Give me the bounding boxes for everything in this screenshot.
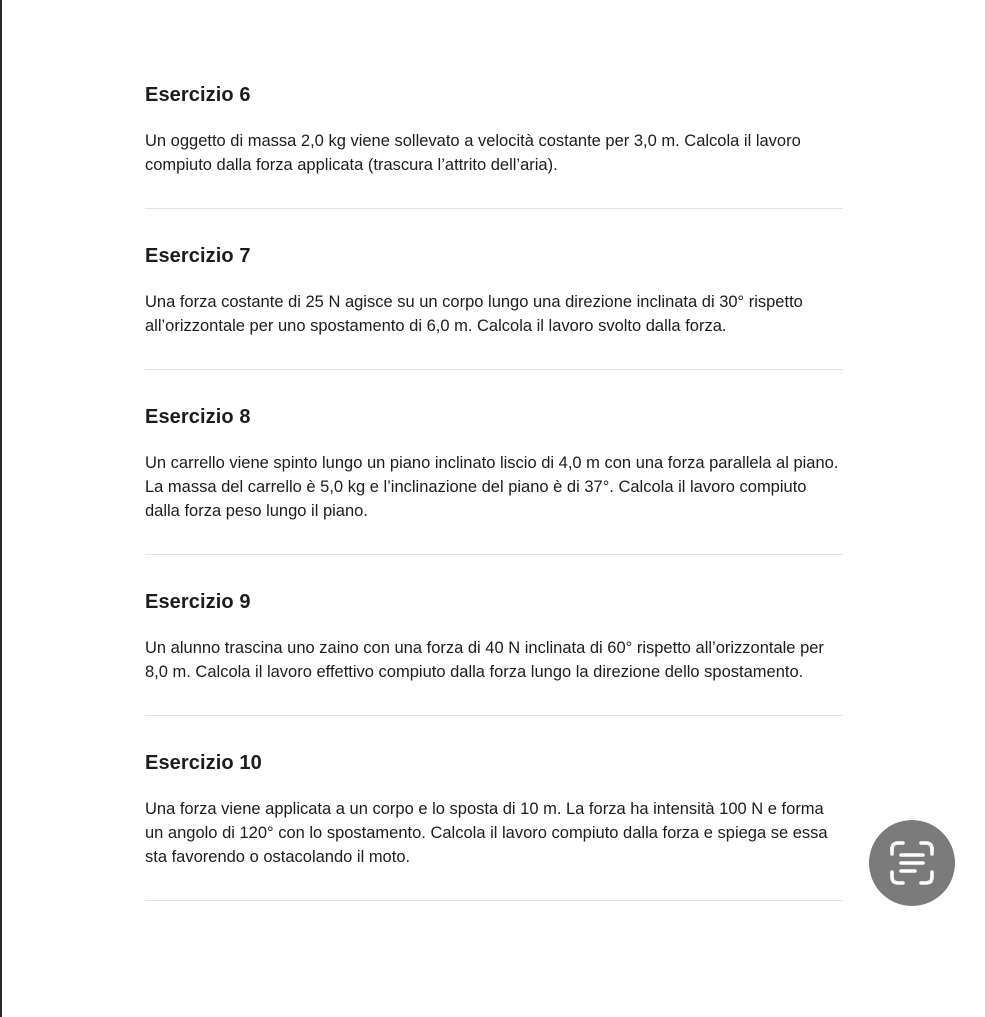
exercise-title: Esercizio 10 [145, 752, 262, 774]
exercise-title: Esercizio 6 [145, 84, 251, 106]
exercise-text: Un alunno trascina uno zaino con una forza di 40 N inclinata di 60° rispetto all’orizzontale per 8,0 m. Calcola il lavoro effettivo compiuto dalla forza lungo la direzione dello spostamento. [145, 639, 824, 681]
live-text-scan-button[interactable] [869, 820, 955, 906]
divider [145, 715, 843, 716]
exercise-7 [145, 242, 843, 338]
exercise-title: Esercizio 9 [145, 591, 251, 613]
exercise-text: Un carrello viene spinto lungo un piano inclinato liscio di 4,0 m con una forza parallela al piano. La massa del carrello è 5,0 kg e l’inclinazione del piano è di 37°. Calcola il lavoro compiuto dalla forza peso lungo il piano. [145, 454, 839, 520]
exercise-text: Un oggetto di massa 2,0 kg viene sollevato a velocità costante per 3,0 m. Calcola il lavoro compiuto dalla forza applicata (trascura l’attrito dell’aria). [145, 132, 801, 174]
document-content [145, 81, 843, 934]
exercise-text: Una forza costante di 25 N agisce su un corpo lungo una direzione inclinata di 30° rispetto all’orizzontale per uno spostamento di 6,0 m. Calcola il lavoro svolto dalla forza. [145, 293, 803, 335]
exercise-9 [145, 588, 843, 684]
exercise-title: Esercizio 8 [145, 406, 251, 428]
exercise-8 [145, 403, 843, 523]
divider [145, 369, 843, 370]
window-edge-left [0, 0, 2, 1017]
exercise-10 [145, 749, 843, 869]
live-text-scan-icon [887, 838, 937, 888]
exercise-title: Esercizio 7 [145, 245, 251, 267]
divider [145, 208, 843, 209]
divider [145, 554, 843, 555]
divider [145, 900, 843, 901]
exercise-text: Una forza viene applicata a un corpo e lo sposta di 10 m. La forza ha intensità 100 N e forma un angolo di 120° con lo spostamento. Calcola il lavoro compiuto dalla forza e spiega se essa sta favorendo o ostacolando il moto. [145, 800, 828, 866]
exercise-6 [145, 81, 843, 177]
